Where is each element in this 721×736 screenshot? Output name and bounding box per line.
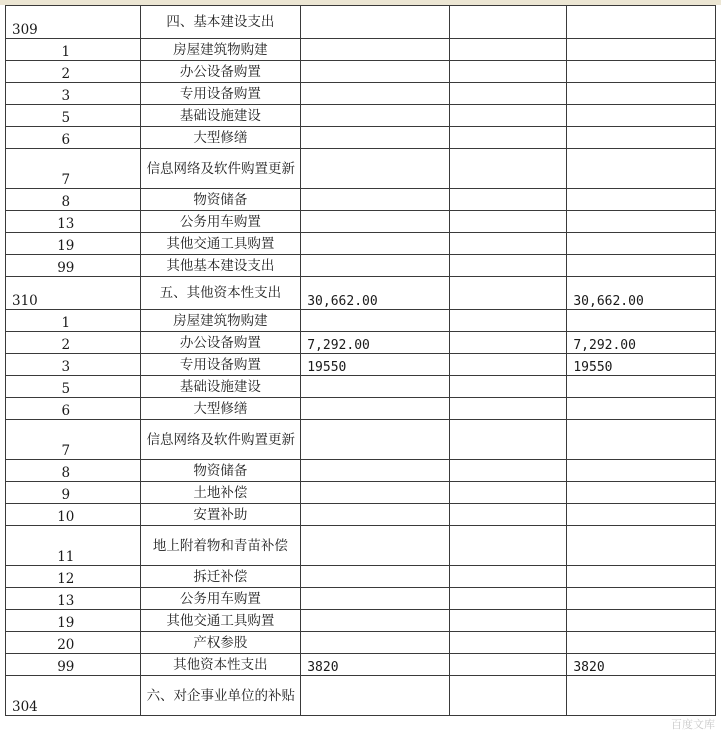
amount-cell: [301, 398, 450, 420]
amount2-cell: [449, 277, 566, 310]
table-row: [6, 526, 716, 566]
amount2-cell: [449, 504, 566, 526]
amount-total-cell: [567, 255, 716, 277]
table-row: [6, 83, 716, 105]
item-cell: 拆迁补偿: [140, 566, 301, 588]
code-cell: 1: [6, 39, 141, 61]
table-row: [6, 310, 716, 332]
code-cell: 5: [6, 105, 141, 127]
item-cell: 其他资本性支出: [140, 654, 301, 676]
code-cell: 19: [6, 233, 141, 255]
amount2-cell: [449, 39, 566, 61]
amount-total-cell: [567, 149, 716, 189]
amount-total-cell: [567, 376, 716, 398]
item-cell: 其他交通工具购置: [140, 610, 301, 632]
amount-total-cell: [567, 233, 716, 255]
amount-cell: [301, 105, 450, 127]
amount-total-cell: [567, 420, 716, 460]
amount-total-cell: [567, 504, 716, 526]
amount-total-cell: [567, 105, 716, 127]
code-cell: 13: [6, 588, 141, 610]
code-cell: 310: [6, 277, 141, 310]
table-row: [6, 398, 716, 420]
code-cell: 99: [6, 654, 141, 676]
table-row: [6, 610, 716, 632]
budget-table: [5, 5, 716, 716]
amount-cell: [301, 310, 450, 332]
amount2-cell: [449, 526, 566, 566]
amount-total-cell: [567, 39, 716, 61]
amount-total-cell: [567, 83, 716, 105]
item-cell: 专用设备购置: [140, 354, 301, 376]
table-row: [6, 376, 716, 398]
amount2-cell: [449, 420, 566, 460]
item-cell: 物资储备: [140, 460, 301, 482]
code-cell: 2: [6, 332, 141, 354]
amount-cell: [301, 233, 450, 255]
amount-total-cell: [567, 460, 716, 482]
amount2-cell: [449, 588, 566, 610]
item-cell: 办公设备购置: [140, 332, 301, 354]
table-row: [6, 676, 716, 716]
amount-total-cell: [567, 310, 716, 332]
item-cell: 公务用车购置: [140, 211, 301, 233]
amount2-cell: [449, 211, 566, 233]
code-cell: 10: [6, 504, 141, 526]
amount-cell: [301, 149, 450, 189]
amount-cell: [301, 676, 450, 716]
table-row: [6, 277, 716, 310]
code-cell: 8: [6, 460, 141, 482]
table-row: [6, 460, 716, 482]
amount-cell: [301, 83, 450, 105]
amount-cell: [301, 39, 450, 61]
code-cell: 19: [6, 610, 141, 632]
code-cell: 6: [6, 127, 141, 149]
table-row: [6, 420, 716, 460]
item-cell: 土地补偿: [140, 482, 301, 504]
code-cell: 9: [6, 482, 141, 504]
amount-cell: [301, 460, 450, 482]
table-row: [6, 105, 716, 127]
table-row: [6, 354, 716, 376]
table-row: [6, 211, 716, 233]
code-cell: 309: [6, 6, 141, 39]
amount-cell: [301, 127, 450, 149]
amount-cell: 7,292.00: [301, 332, 450, 354]
table-row: [6, 504, 716, 526]
item-cell: 基础设施建设: [140, 105, 301, 127]
code-cell: 20: [6, 632, 141, 654]
budget-table-body: [6, 6, 716, 716]
amount-total-cell: 3820: [567, 654, 716, 676]
table-row: [6, 127, 716, 149]
amount2-cell: [449, 332, 566, 354]
item-cell: 产权参股: [140, 632, 301, 654]
item-cell: 公务用车购置: [140, 588, 301, 610]
code-cell: 7: [6, 149, 141, 189]
table-row: [6, 332, 716, 354]
table-row: [6, 233, 716, 255]
item-cell: 信息网络及软件购置更新: [140, 149, 301, 189]
code-cell: 8: [6, 189, 141, 211]
table-row: [6, 632, 716, 654]
amount2-cell: [449, 6, 566, 39]
amount2-cell: [449, 398, 566, 420]
code-cell: 7: [6, 420, 141, 460]
amount-total-cell: [567, 189, 716, 211]
amount2-cell: [449, 566, 566, 588]
amount-total-cell: [567, 61, 716, 83]
item-cell: 地上附着物和青苗补偿: [140, 526, 301, 566]
code-cell: 2: [6, 61, 141, 83]
item-cell: 四、基本建设支出: [140, 6, 301, 39]
table-row: [6, 588, 716, 610]
amount2-cell: [449, 233, 566, 255]
item-cell: 六、对企事业单位的补贴: [140, 676, 301, 716]
amount-total-cell: [567, 127, 716, 149]
table-row: [6, 482, 716, 504]
amount-cell: [301, 632, 450, 654]
item-cell: 房屋建筑物购建: [140, 39, 301, 61]
item-cell: 基础设施建设: [140, 376, 301, 398]
amount2-cell: [449, 482, 566, 504]
amount2-cell: [449, 354, 566, 376]
code-cell: 3: [6, 83, 141, 105]
watermark: 百度文库: [671, 718, 715, 731]
amount2-cell: [449, 610, 566, 632]
amount-total-cell: [567, 211, 716, 233]
amount-cell: [301, 420, 450, 460]
amount-cell: [301, 255, 450, 277]
table-row: [6, 149, 716, 189]
amount2-cell: [449, 460, 566, 482]
table-row: [6, 39, 716, 61]
amount-total-cell: 19550: [567, 354, 716, 376]
amount-total-cell: [567, 566, 716, 588]
amount-cell: 30,662.00: [301, 277, 450, 310]
amount-cell: [301, 588, 450, 610]
amount2-cell: [449, 149, 566, 189]
code-cell: 13: [6, 211, 141, 233]
item-cell: 专用设备购置: [140, 83, 301, 105]
amount-total-cell: [567, 676, 716, 716]
code-cell: 304: [6, 676, 141, 716]
item-cell: 安置补助: [140, 504, 301, 526]
amount-total-cell: [567, 632, 716, 654]
amount-total-cell: [567, 398, 716, 420]
amount2-cell: [449, 676, 566, 716]
table-row: [6, 6, 716, 39]
code-cell: 11: [6, 526, 141, 566]
item-cell: 五、其他资本性支出: [140, 277, 301, 310]
table-row: [6, 189, 716, 211]
amount2-cell: [449, 255, 566, 277]
item-cell: 办公设备购置: [140, 61, 301, 83]
item-cell: 大型修缮: [140, 127, 301, 149]
code-cell: 99: [6, 255, 141, 277]
amount-cell: [301, 504, 450, 526]
table-row: [6, 255, 716, 277]
item-cell: 信息网络及软件购置更新: [140, 420, 301, 460]
item-cell: 物资储备: [140, 189, 301, 211]
amount-total-cell: [567, 6, 716, 39]
amount-cell: [301, 566, 450, 588]
code-cell: 12: [6, 566, 141, 588]
code-cell: 3: [6, 354, 141, 376]
amount2-cell: [449, 310, 566, 332]
item-cell: 大型修缮: [140, 398, 301, 420]
amount-cell: [301, 482, 450, 504]
amount2-cell: [449, 376, 566, 398]
item-cell: 其他交通工具购置: [140, 233, 301, 255]
amount-total-cell: [567, 588, 716, 610]
amount2-cell: [449, 654, 566, 676]
table-row: [6, 61, 716, 83]
amount2-cell: [449, 632, 566, 654]
code-cell: 5: [6, 376, 141, 398]
amount-cell: [301, 526, 450, 566]
item-cell: 其他基本建设支出: [140, 255, 301, 277]
amount-cell: [301, 61, 450, 83]
table-row: [6, 654, 716, 676]
amount-total-cell: [567, 610, 716, 632]
amount-cell: 3820: [301, 654, 450, 676]
amount2-cell: [449, 61, 566, 83]
amount-cell: [301, 211, 450, 233]
amount-total-cell: [567, 482, 716, 504]
amount-cell: [301, 610, 450, 632]
amount-cell: [301, 6, 450, 39]
item-cell: 房屋建筑物购建: [140, 310, 301, 332]
amount2-cell: [449, 83, 566, 105]
code-cell: 1: [6, 310, 141, 332]
table-row: [6, 566, 716, 588]
amount2-cell: [449, 127, 566, 149]
amount-cell: [301, 376, 450, 398]
amount2-cell: [449, 189, 566, 211]
code-cell: 6: [6, 398, 141, 420]
amount-total-cell: 30,662.00: [567, 277, 716, 310]
amount-total-cell: [567, 526, 716, 566]
amount-total-cell: 7,292.00: [567, 332, 716, 354]
amount-cell: 19550: [301, 354, 450, 376]
amount2-cell: [449, 105, 566, 127]
amount-cell: [301, 189, 450, 211]
